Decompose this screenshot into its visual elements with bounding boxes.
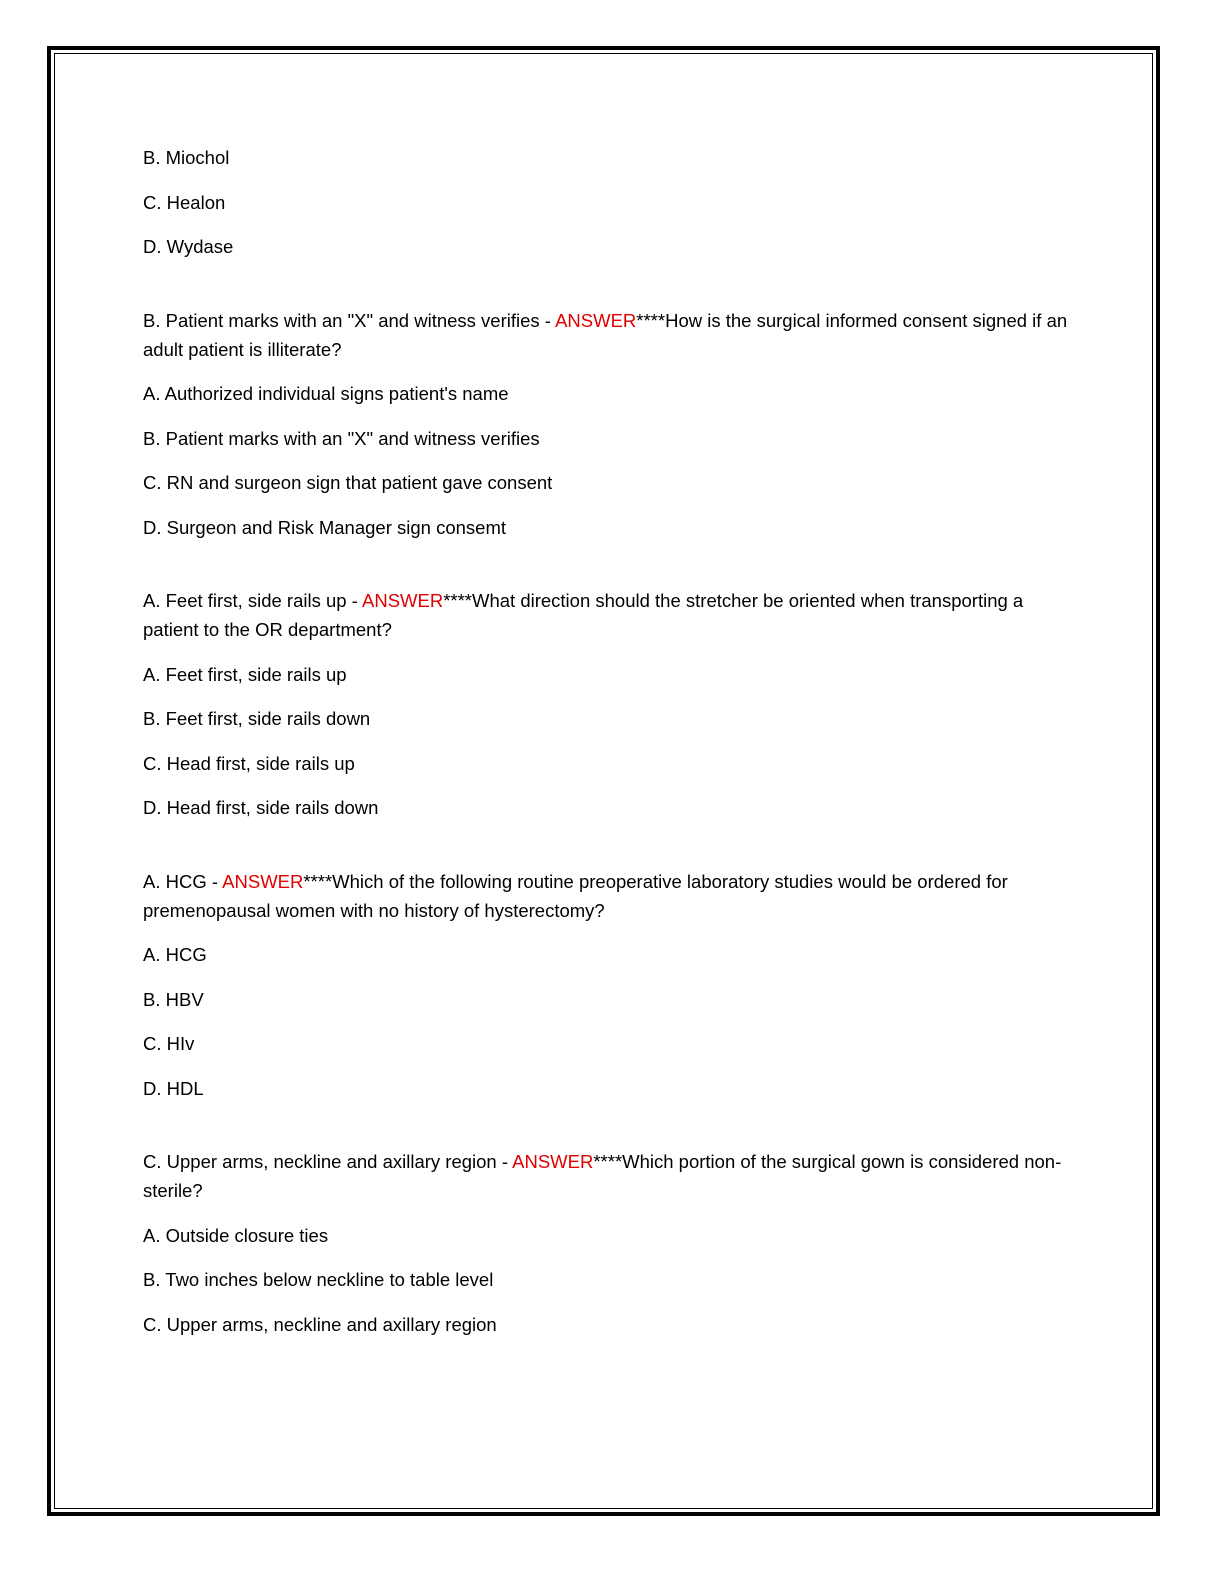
question-text: ****What direction should the stretcher be oriented when transporting a patient to the OR department? — [143, 590, 1024, 640]
question-text: ****Which portion of the surgical gown is considered non-sterile? — [143, 1151, 1062, 1201]
question-block — [143, 867, 1078, 925]
answer-text: A. Feet first, side rails up - — [143, 590, 362, 611]
question-block — [143, 306, 1078, 364]
option-d: D. HDL — [143, 1077, 204, 1099]
answer-label: ANSWER — [362, 590, 444, 611]
option-c: C. Head first, side rails up — [143, 752, 355, 774]
option-d: D. Surgeon and Risk Manager sign consemt — [143, 516, 506, 538]
option-b: B. Patient marks with an "X" and witness verifies — [143, 427, 540, 449]
option-c: C. RN and surgeon sign that patient gave consent — [143, 472, 553, 493]
option-d: D. Wydase — [143, 236, 234, 257]
option-b: B. HBV — [143, 988, 204, 1010]
option-a: A. HCG — [143, 944, 207, 965]
document-body — [143, 143, 1078, 1354]
question-text: ****Which of the following routine preoperative laboratory studies would be ordered for premenopausal women with no history of hysterectomy? — [143, 870, 1008, 921]
option-d: D. Head first, side rails down — [143, 797, 379, 818]
answer-text: A. HCG - — [143, 870, 223, 892]
answer-label: ANSWER — [512, 1151, 594, 1172]
option-a: A. Authorized individual signs patient's name — [143, 383, 509, 404]
option-a: A. Feet first, side rails up — [143, 663, 347, 685]
option-c: C. Upper arms, neckline and axillary region — [143, 1313, 497, 1335]
answer-text: B. Patient marks with an "X" and witness verifies - — [143, 309, 556, 331]
option-c: C. HIv — [143, 1033, 195, 1054]
answer-label: ANSWER — [222, 870, 304, 892]
answer-label: ANSWER — [555, 309, 637, 331]
option-b: B. Two inches below neckline to table level — [143, 1269, 494, 1290]
question-text: ****How is the surgical informed consent signed if an adult patient is illiterate? — [143, 309, 1068, 360]
option-b: B. Feet first, side rails down — [143, 708, 371, 729]
option-a: A. Outside closure ties — [143, 1224, 329, 1246]
option-c: C. Healon — [143, 191, 226, 213]
question-block — [143, 1147, 1078, 1205]
answer-text: C. Upper arms, neckline and axillary region - — [143, 1151, 513, 1172]
question-block — [143, 586, 1078, 644]
options-list — [143, 143, 1078, 261]
option-b: B. Miochol — [143, 147, 230, 168]
